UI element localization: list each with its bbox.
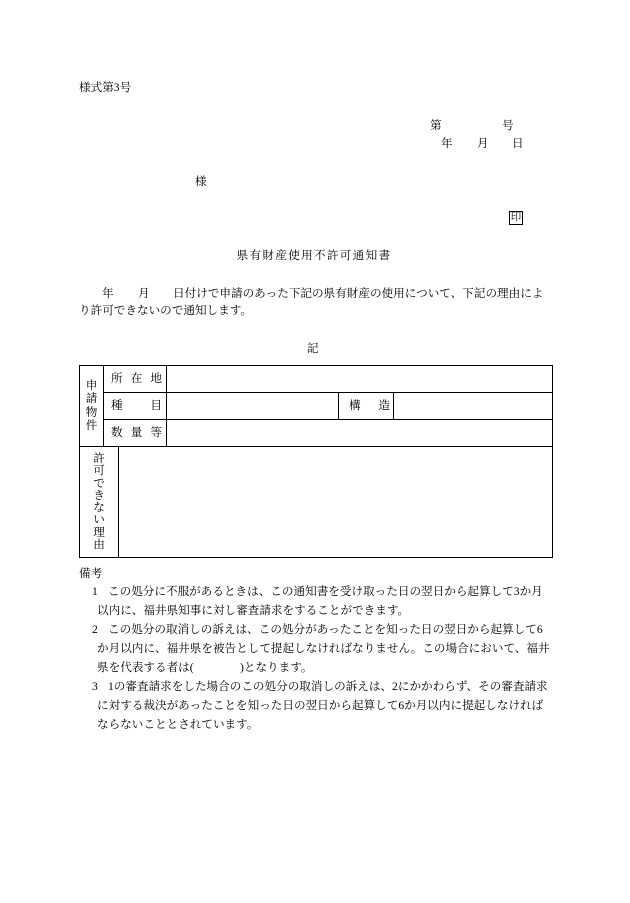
body-month-label: 月 [138, 287, 150, 300]
location-label [111, 373, 162, 385]
quantity-label [111, 427, 162, 439]
reason-value-cell [118, 446, 553, 558]
structure-value-cell [393, 392, 553, 420]
property-group-label [86, 380, 98, 432]
location-label-cell [103, 365, 167, 393]
quantity-value-cell [166, 419, 553, 447]
body-year-label: 年 [102, 287, 114, 300]
ki-heading: 記 [307, 342, 319, 355]
remark-number: 1 [92, 585, 98, 598]
reason-label-char: 由 [93, 537, 105, 551]
remark-number: 3 [92, 680, 98, 693]
document-title: 県有財産使用不許可通知書 [236, 249, 392, 262]
type-label-char: 目 [150, 399, 162, 412]
location-label-char: 在 [130, 372, 143, 385]
type-value-cell [166, 392, 339, 420]
reason-label-char: い [93, 513, 105, 527]
reason-label-cell [79, 446, 119, 558]
reason-label-char: な [93, 501, 105, 515]
reason-label-char: で [93, 476, 105, 490]
location-value-cell [166, 365, 553, 393]
structure-label-char: 造 [378, 399, 390, 412]
property-group-label-char: 物 [85, 405, 98, 419]
property-group-label-char: 申 [85, 379, 98, 392]
location-label-char: 地 [150, 372, 162, 385]
remarks-heading: 備考 [79, 567, 103, 580]
date-year-label: 年 [441, 137, 453, 150]
form-number: 様式第3号 [79, 81, 132, 94]
body-line-2: り許可できないので通知します。 [79, 304, 252, 317]
remark-line: に対する裁決があったことを知った日の翌日から起算して6か月以内に提起しなければ [97, 699, 544, 712]
seal-mark: 印 [510, 212, 522, 223]
type-label [111, 400, 162, 412]
reason-label-char: 理 [93, 525, 105, 539]
reason-label-char: き [93, 488, 105, 502]
quantity-label-char: 等 [150, 426, 162, 439]
date-month-label: 月 [477, 137, 489, 150]
location-label-char: 所 [111, 372, 123, 385]
reason-label-char: 許 [93, 452, 105, 465]
structure-label-cell [338, 392, 394, 420]
property-group-label-cell [79, 365, 104, 447]
document-number-prefix: 第 [430, 119, 442, 132]
structure-label-char: 構 [349, 399, 361, 412]
remark-line: 1の審査請求をした場合のこの処分の取消しの訴えは、2にかかわらず、その審査請求 [108, 680, 548, 693]
addressee-suffix: 様 [195, 175, 207, 188]
date-day-label: 日 [512, 137, 524, 150]
type-label-cell [103, 392, 167, 420]
reason-label-char: 可 [93, 464, 105, 478]
remark-line: この処分の取消しの訴えは、この処分があったことを知った日の翌日から起算して6 [108, 623, 543, 636]
remark-line: ならないこととされています。 [97, 718, 259, 731]
structure-label [349, 400, 390, 412]
remark-line: か月以内に、福井県を被告として提起しなければなりません。この場合において、福井 [97, 642, 550, 655]
reason-label [93, 453, 105, 551]
quantity-label-char: 数 [111, 426, 123, 439]
body-line-1: 日付けで申請のあった下記の県有財産の使用について、下記の理由によ [173, 287, 544, 300]
quantity-label-cell [103, 419, 167, 447]
type-label-char: 種 [111, 399, 123, 412]
remark-line: この処分に不服があるときは、この通知書を受け取った日の翌日から起算して3か月 [108, 585, 543, 598]
remark-line: 以内に、福井県知事に対し審査請求をすることができます。 [97, 604, 410, 617]
quantity-label-char: 量 [130, 426, 143, 439]
property-group-label-char: 件 [85, 418, 98, 432]
document-number-suffix: 号 [502, 119, 514, 132]
remark-line: 県を代表する者は( )となります。 [97, 661, 313, 674]
remark-number: 2 [92, 623, 98, 636]
property-group-label-char: 請 [85, 392, 98, 406]
